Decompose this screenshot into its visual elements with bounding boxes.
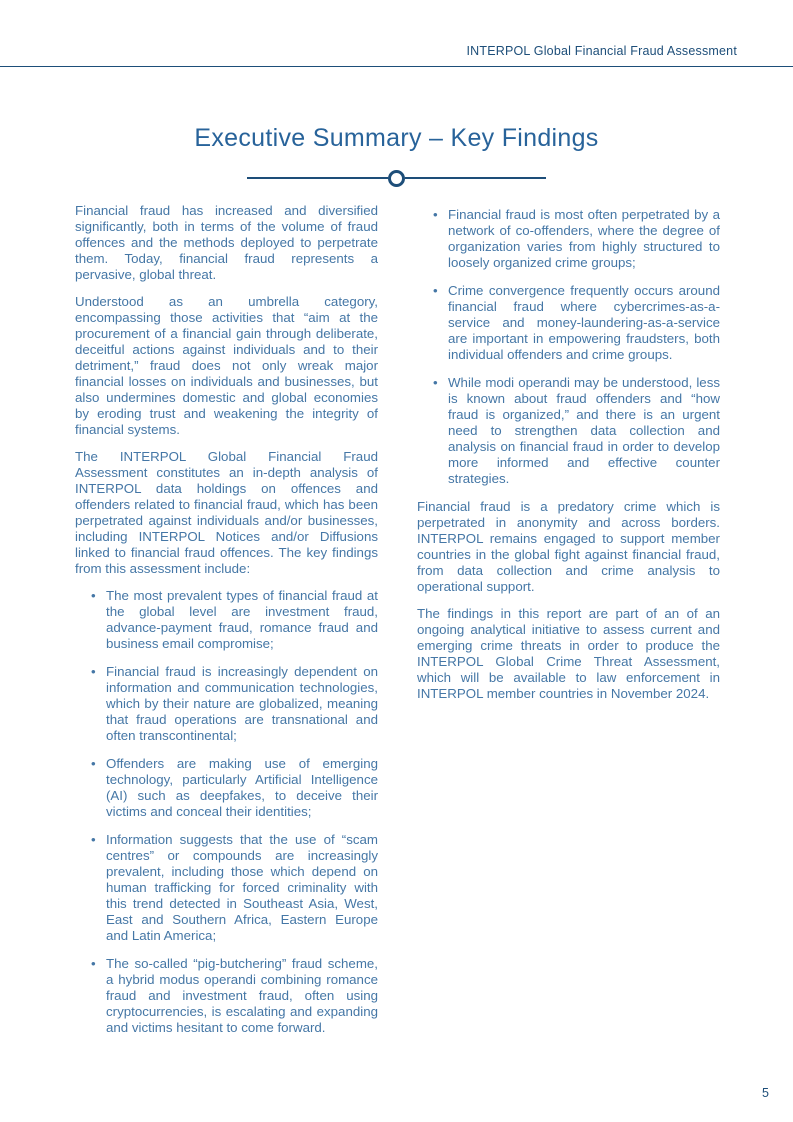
running-header-title: INTERPOL Global Financial Fraud Assessment	[466, 44, 737, 58]
running-header	[0, 0, 793, 67]
bullet-item: • Financial fraud is most often perpetrated by a network of co-offenders, where the degree of organization varies from highly structured to loosely organized crime groups;	[417, 207, 720, 271]
title-divider	[0, 166, 793, 190]
paragraph: The INTERPOL Global Financial Fraud Assessment constitutes an in-depth analysis of INTERPOL data holdings on offences and offenders related to financial fraud, which has been perpetrated against individuals and/or businesses, including INTERPOL Notices and/or Diffusions linked to financial fraud offences. The key findings from this assessment include:	[75, 449, 378, 576]
bullet-item: • Financial fraud is increasingly dependent on information and communication technologies, which by their nature are globalized, meaning that fraud operations are transnational and often transcontinental;	[75, 664, 378, 744]
right-column	[417, 203, 720, 1048]
key-findings-list-left	[75, 588, 378, 1036]
two-column-body	[0, 190, 793, 1048]
paragraph: Financial fraud has increased and diversified significantly, both in terms of the volume of fraud offences and the methods deployed to perpetrate them. Today, financial fraud represents a pervasive, global threat.	[75, 203, 378, 282]
left-column	[75, 203, 378, 1048]
divider-line-left	[247, 177, 388, 180]
bullet-item: • While modi operandi may be understood, less is known about fraud offenders and “how fraud is organized,” and there is an urgent need to strengthen data collection and analysis on financial fraud in order to develop more informed and effective counter strategies.	[417, 375, 720, 487]
paragraph: The findings in this report are part of an of an ongoing analytical initiative to assess current and emerging crime threats in order to produce the INTERPOL Global Crime Threat Assessment, which will be available to law enforcement in INTERPOL member countries in November 2024.	[417, 606, 720, 701]
bullet-item: • Crime convergence frequently occurs around financial fraud where cybercrimes-as-a-service and money-laundering-as-a-service are important in empowering fraudsters, both individual offenders and crime groups.	[417, 283, 720, 363]
key-findings-list-right	[417, 207, 720, 487]
bullet-item: • Information suggests that the use of “scam centres” or compounds are increasingly prevalent, including those which depend on human trafficking for forced criminality with this trend detected in Southeast Asia, West, East and Southern Africa, Eastern Europe and Latin America;	[75, 832, 378, 944]
page-title: Executive Summary – Key Findings	[194, 124, 599, 152]
divider-circle	[388, 170, 405, 187]
divider-line-right	[405, 177, 546, 180]
bullet-item: • The so-called “pig-butchering” fraud scheme, a hybrid modus operandi combining romance fraud and investment fraud, often using cryptocurrencies, is escalating and expanding and victims hesitant to come forward.	[75, 956, 378, 1036]
page-number: 5	[762, 1086, 769, 1100]
paragraph: Financial fraud is a predatory crime which is perpetrated in anonymity and across borders. INTERPOL remains engaged to support member countries in the global fight against financial fraud, from data collection and crime analysis to operational support.	[417, 499, 720, 594]
paragraph: Understood as an umbrella category, encompassing those activities that “aim at the procurement of a financial gain through deliberate, deceitful actions against individuals and to their detriment,” fraud does not only wreak major financial losses on individuals and businesses, but also undermines domestic and global economies by eroding trust and weakening the integrity of financial systems.	[75, 294, 378, 437]
bullet-item: • Offenders are making use of emerging technology, particularly Artificial Intelligence (AI) such as deepfakes, to deceive their victims and conceal their identities;	[75, 756, 378, 820]
bullet-item: • The most prevalent types of financial fraud at the global level are investment fraud, advance-payment fraud, romance fraud and business email compromise;	[75, 588, 378, 652]
